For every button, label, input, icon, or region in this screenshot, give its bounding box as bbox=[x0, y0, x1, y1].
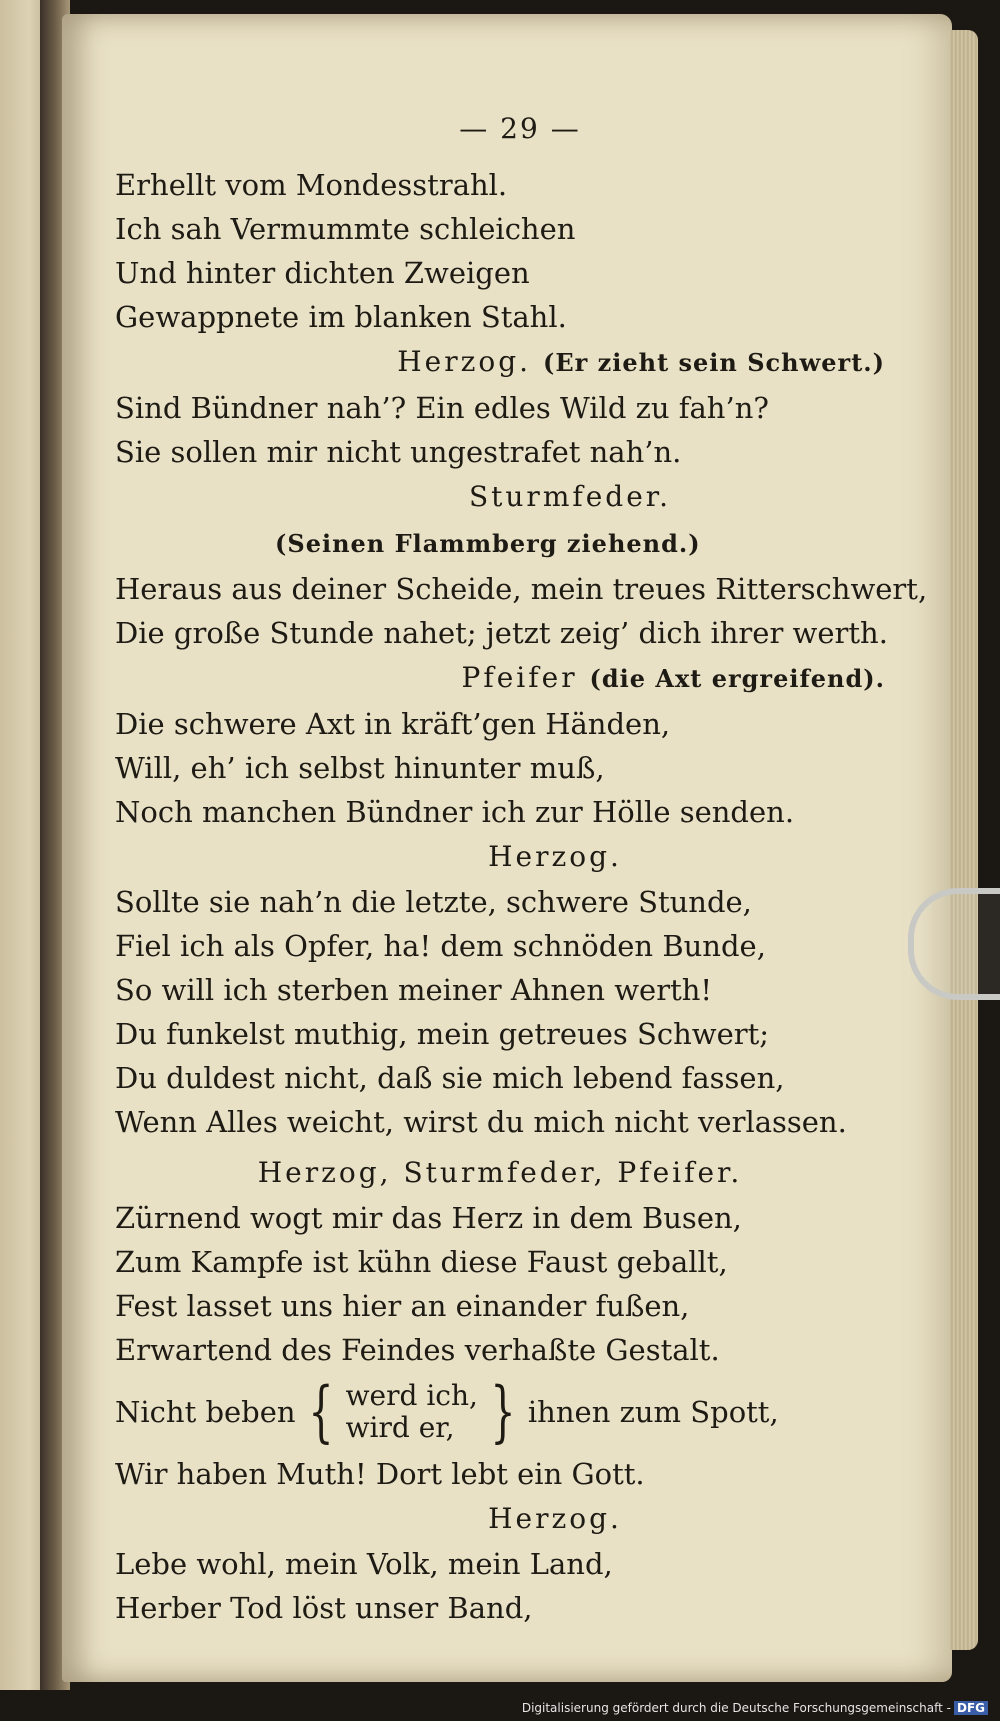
verse-line: Die schwere Axt in kräft’gen Händen, bbox=[115, 707, 671, 741]
verse-line: Erhellt vom Mondesstrahl. bbox=[115, 168, 508, 202]
right-brace: } bbox=[490, 1373, 516, 1450]
verse-line: Noch manchen Bündner ich zur Hölle senden. bbox=[115, 795, 795, 829]
verse-line: Zürnend wogt mir das Herz in dem Busen, bbox=[115, 1201, 742, 1235]
verse-line: Die große Stunde nahet; jetzt zeig’ dich ihrer werth. bbox=[115, 616, 888, 650]
verse-line: Wir haben Muth! Dort lebt ein Gott. bbox=[115, 1457, 645, 1491]
speaker-name: Pfeifer bbox=[461, 661, 578, 694]
digitization-credit bbox=[522, 1701, 988, 1715]
verse-line: Ich sah Vermummte schleichen bbox=[115, 212, 576, 246]
verse-line: Sind Bündner nah’? Ein edles Wild zu fah’n? bbox=[115, 391, 769, 425]
verse-line: Fiel ich als Opfer, ha! dem schnöden Bunde, bbox=[115, 929, 766, 963]
verse-line: Du duldest nicht, daß sie mich lebend fassen, bbox=[115, 1061, 785, 1095]
speaker-heading bbox=[115, 339, 885, 386]
verse-line: Sollte sie nah’n die letzte, schwere Stunde, bbox=[115, 885, 752, 919]
verse-line: Heraus aus deiner Scheide, mein treues Ritterschwert, bbox=[115, 572, 928, 606]
page-number: — 29 — bbox=[459, 112, 581, 145]
verse-line: Sie sollen mir nicht ungestrafet nah’n. bbox=[115, 435, 682, 469]
page-text bbox=[115, 112, 928, 1630]
credit-text: Digitalisierung gefördert durch die Deutsche Forschungsgemeinschaft - bbox=[521, 1701, 951, 1715]
verse-line: So will ich sterben meiner Ahnen werth! bbox=[115, 973, 713, 1007]
dfg-logo: DFG bbox=[954, 1701, 988, 1715]
bracket-options bbox=[346, 1380, 478, 1444]
verse-line: Wenn Alles weicht, wirst du mich nicht verlassen. bbox=[115, 1105, 847, 1139]
verse-line: Gewappnete im blanken Stahl. bbox=[115, 300, 567, 334]
verse-line: Du funkelst muthig, mein getreues Schwert; bbox=[115, 1017, 770, 1051]
verse-line: Und hinter dichten Zweigen bbox=[115, 256, 530, 290]
page-clip bbox=[908, 888, 1000, 1000]
bracket-option: werd ich, bbox=[345, 1379, 478, 1412]
speaker-name: Herzog, Sturmfeder, Pfeifer. bbox=[257, 1156, 743, 1189]
bracket-verse-line bbox=[115, 1372, 885, 1452]
verse-line: Fest lasset uns hier an einander fußen, bbox=[115, 1289, 690, 1323]
verse-line: Will, eh’ ich selbst hinunter muß, bbox=[115, 751, 605, 785]
bracket-pre-text: Nicht beben bbox=[115, 1395, 296, 1429]
speaker-name: Sturmfeder. bbox=[468, 480, 672, 513]
bracket-option: wird er, bbox=[345, 1411, 455, 1444]
verse-line: Zum Kampfe ist kühn diese Faust geballt, bbox=[115, 1245, 728, 1279]
verse-line: Lebe wohl, mein Volk, mein Land, bbox=[115, 1547, 613, 1581]
stage-direction: (Seinen Flammberg ziehend.) bbox=[275, 529, 701, 558]
stage-direction: (die Axt ergreifend). bbox=[589, 664, 885, 693]
speaker-name: Herzog. bbox=[488, 1502, 622, 1535]
verse-line: Herber Tod löst unser Band, bbox=[115, 1591, 533, 1625]
speaker-name: Herzog. bbox=[397, 345, 532, 378]
left-brace: { bbox=[307, 1373, 334, 1450]
page-stack-edge bbox=[950, 30, 978, 1650]
bracket-post-text: ihnen zum Spott, bbox=[527, 1395, 779, 1429]
speaker-heading bbox=[115, 655, 885, 702]
verse-line: Erwartend des Feindes verhaßte Gestalt. bbox=[115, 1333, 720, 1367]
stage-direction: (Er zieht sein Schwert.) bbox=[542, 348, 885, 377]
speaker-name: Herzog. bbox=[488, 840, 622, 873]
